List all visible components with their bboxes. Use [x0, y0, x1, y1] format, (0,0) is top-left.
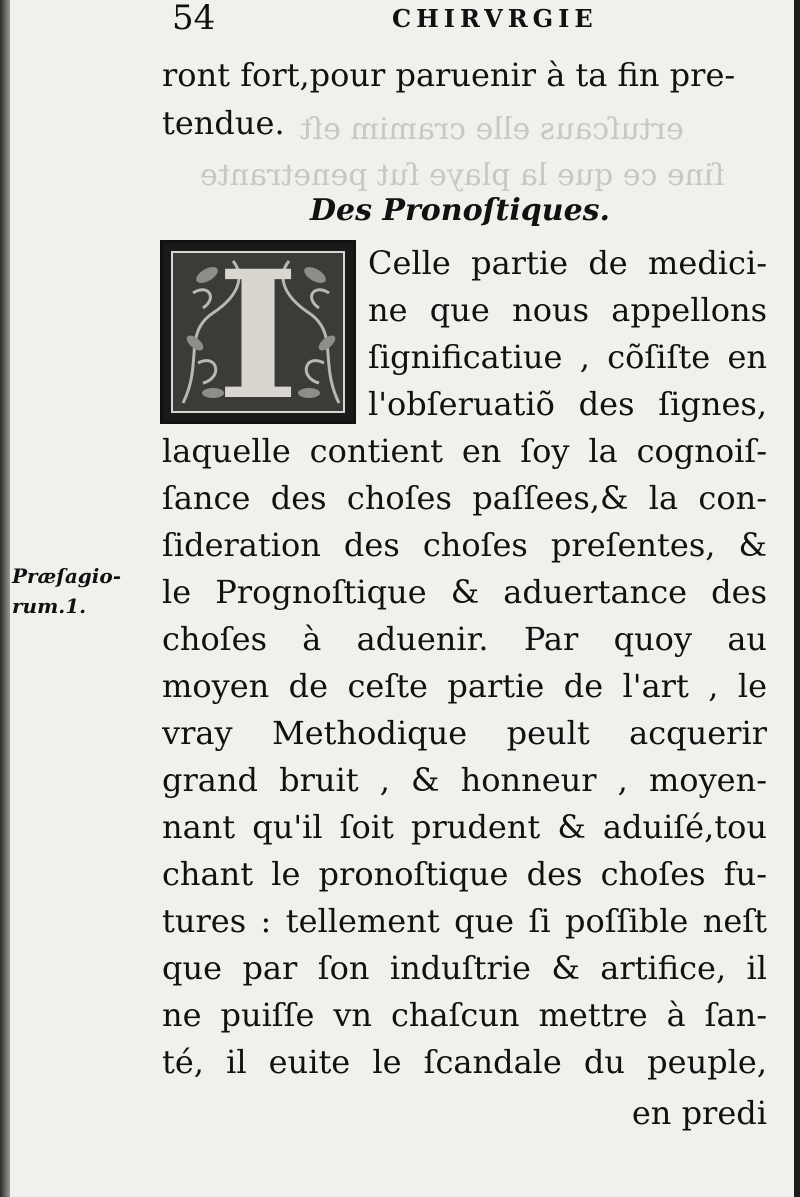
margin-note: Præſagio- [12, 564, 121, 588]
text-line: ſance des choſes paſſees,& la con- [162, 479, 767, 517]
text-line: tendue. [162, 104, 285, 142]
page-header [150, 0, 790, 42]
margin-note: rum.1. [12, 594, 87, 618]
text-line: choſes à aduenir. Par quoy au [162, 620, 767, 658]
text-line: ſideration des choſes preſentes, & [162, 526, 767, 564]
text-line: ne que nous appellons [368, 291, 767, 329]
text-line: laquelle contient en ſoy la cognoiſ- [162, 432, 767, 470]
page-number: 54 [172, 0, 216, 38]
text-line: nant qu'il ſoit prudent & aduiſé,tou [162, 808, 767, 846]
text-line: vray Methodique peult acquerir [162, 714, 767, 752]
text-line: té, il euite le ſcandale du peuple, [162, 1043, 767, 1081]
text-line: moyen de ceſte partie de l'art , le [162, 667, 767, 705]
text-line: ne puiſſe vn chaſcun mettre à ſan- [162, 996, 767, 1034]
page-gutter-shadow [0, 0, 10, 1197]
bleed-through-text: ſine ce que la playe ſut penetrante [200, 158, 725, 193]
text-line: chant le pronoſtique des choſes fu- [162, 855, 767, 893]
page-edge [794, 0, 800, 1197]
catchword: en predi [631, 1094, 767, 1132]
running-head: CHIRVRGIE [392, 4, 598, 33]
text-line: ſignificatiue , cõſiſte en [368, 338, 767, 376]
text-line: tures : tellement que ſi poſſible neſt [162, 902, 767, 940]
text-line: le Prognoſtique & aduertance des [162, 573, 767, 611]
section-heading: Des Pronoſtiques. [310, 193, 610, 228]
text-line: Celle partie de medici- [368, 244, 767, 282]
decorated-initial [160, 240, 356, 424]
initial-letter: I [216, 251, 300, 413]
initial-ornament [171, 251, 345, 413]
text-line: l'obſeruatiõ des ſignes, [368, 385, 767, 423]
text-line: ront fort,pour paruenir à ta fin pre- [162, 56, 736, 94]
bleed-through-text: ertuſcaus elle cramim eſt [300, 112, 684, 147]
text-line: que par ſon induſtrie & artifice, il [162, 949, 767, 987]
text-line: grand bruit , & honneur , moyen- [162, 761, 767, 799]
